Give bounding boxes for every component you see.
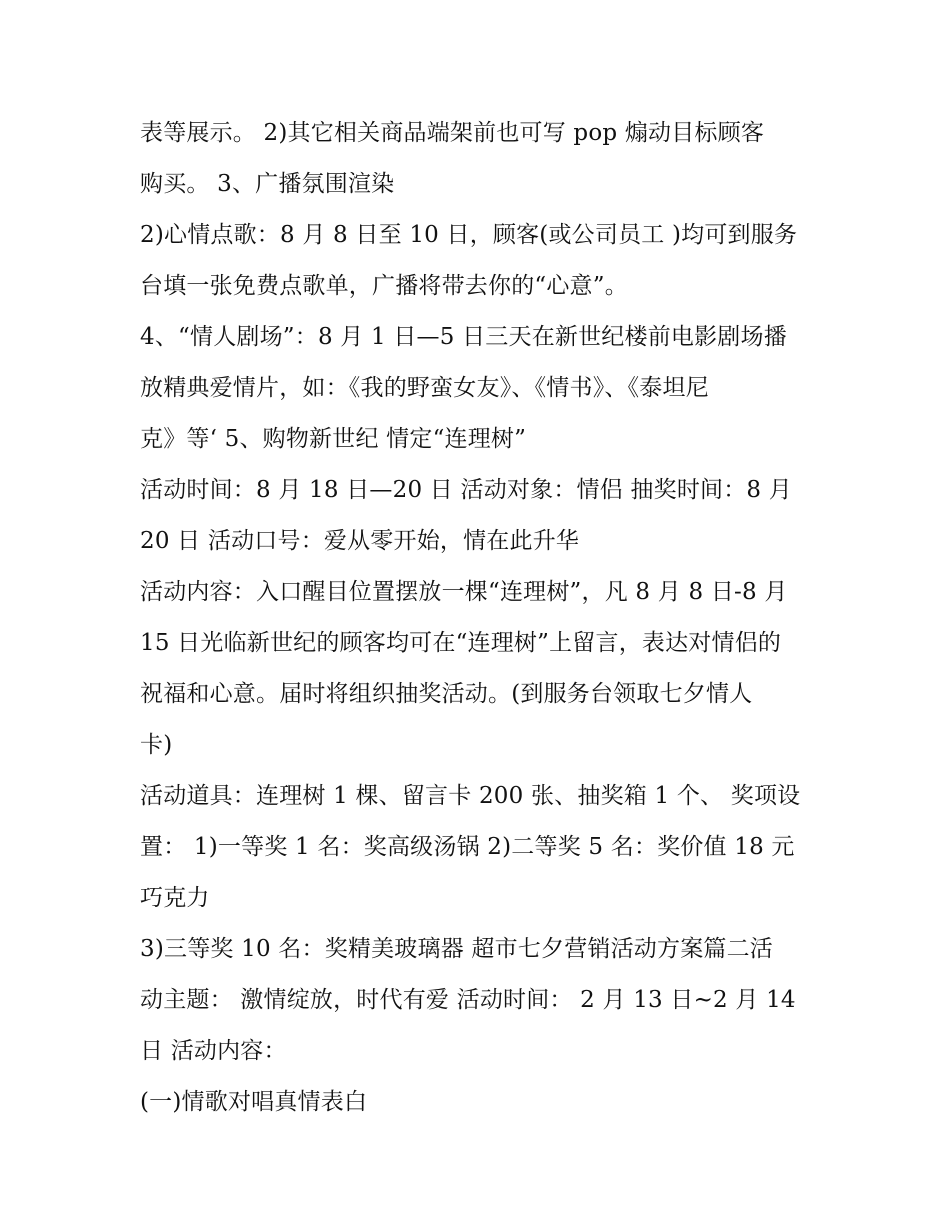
text-line: 活动内容：入口醒目位置摆放一棵“连理树”，凡 8 月 8 日-8 月 [140, 579, 788, 605]
text-line: 台填一张免费点歌单，广播将带去你的“心意”。 [140, 273, 628, 299]
text-line: 巧克力 [140, 885, 210, 911]
document-body [140, 108, 820, 1128]
text-line: 动主题： 激情绽放，时代有爱 活动时间： 2 月 13 日~2 月 14 [140, 987, 796, 1013]
text-line: 克》等‘ 5、购物新世纪 情定“连理树” [140, 426, 527, 452]
text-line: 日 活动内容： [140, 1038, 287, 1064]
text-line: 20 日 活动口号：爱从零开始，情在此升华 [140, 528, 580, 554]
text-line: 卡) [140, 732, 173, 758]
text-line: 祝福和心意。届时将组织抽奖活动。(到服务台领取七夕情人 [140, 681, 753, 707]
text-line: 4、“情人剧场”：8 月 1 日—5 日三天在新世纪楼前电影剧场播 [140, 324, 787, 350]
text-line: 表等展示。 2)其它相关商品端架前也可写 pop 煽动目标顾客 [140, 120, 765, 146]
text-line: 活动道具：连理树 1 棵、留言卡 200 张、抽奖箱 1 个、 奖项设 [140, 783, 801, 809]
text-line: 购买。 3、广播氛围渲染 [140, 171, 395, 197]
text-line: 2)心情点歌：8 月 8 日至 10 日，顾客(或公司员工 )均可到服务 [140, 222, 798, 248]
text-line: 3)三等奖 10 名：奖精美玻璃器 超市七夕营销活动方案篇二活 [140, 936, 774, 962]
text-line: (一)情歌对唱真情表白 [140, 1089, 368, 1115]
text-line: 置： 1)一等奖 1 名：奖高级汤锅 2)二等奖 5 名：奖价值 18 元 [140, 834, 795, 860]
text-line: 15 日光临新世纪的顾客均可在“连理树”上留言，表达对情侣的 [140, 630, 782, 656]
text-line: 活动时间：8 月 18 日—20 日 活动对象：情侣 抽奖时间：8 月 [140, 477, 792, 503]
text-line: 放精典爱情片，如：《我的野蛮女友》、《情书》、《泰坦尼 [140, 375, 709, 401]
